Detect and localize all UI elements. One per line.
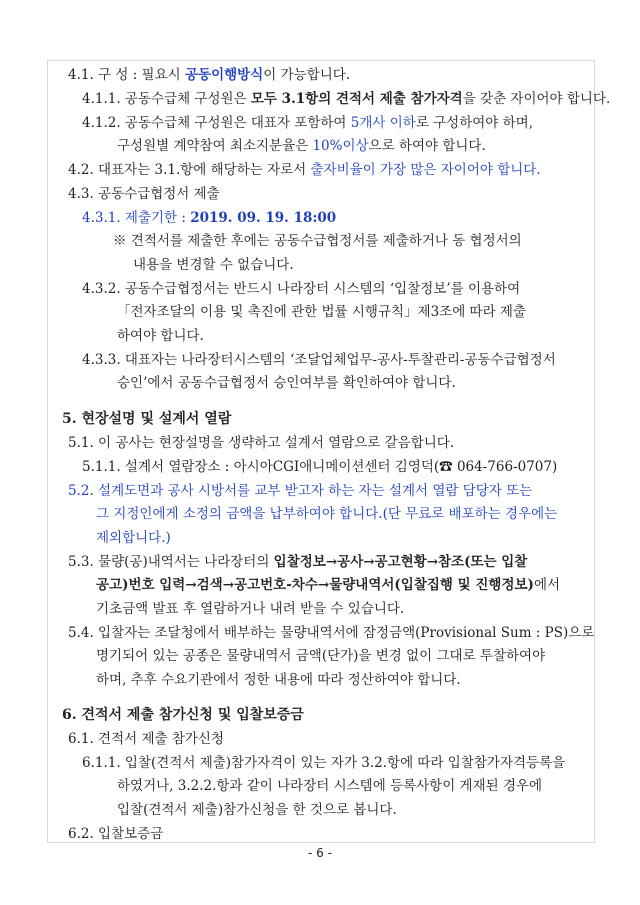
text-segment: 4.1.2. 공동수급체 구성원은 대표자 포함하여 bbox=[82, 115, 351, 131]
text-segment: 에서 bbox=[533, 577, 561, 593]
text-segment: 출자비율이 가장 많은 자이어야 합니다. bbox=[310, 162, 541, 178]
text-segment: 6.1. 견적서 제출 참가신청 bbox=[68, 731, 225, 747]
text-line bbox=[117, 801, 397, 819]
text-segment: 5. 현장설명 및 설계서 열람 bbox=[62, 411, 232, 427]
text-segment: 4.1. 구 성 : 필요시 bbox=[68, 67, 185, 83]
text-segment: 5.4. 입찰자는 조달청에서 배부하는 물량내역서에 잠정금액(Provisional Sum : PS)으로 bbox=[68, 625, 595, 641]
text-segment: 6.1.1. 입찰(견적서 제출)참가자격이 있는 자가 3.2.항에 따라 입찰참가자격등록을 bbox=[82, 755, 566, 771]
text-segment: 명기되어 있는 공종은 물량내역서 금액(단가)을 변경 없이 그대로 투찰하여야 bbox=[96, 648, 546, 664]
text-segment: 로 구성하여야 하며, bbox=[415, 115, 534, 131]
text-segment: 하였거나, 3.2.2.항과 같이 나라장터 시스템에 등록사항이 게재된 경우에 bbox=[117, 778, 543, 794]
text-segment: 2019. 09. 19. 18:00 bbox=[190, 210, 337, 226]
text-segment: 그 지정인에게 소정의 금액을 납부하여야 합니다.(단 무료로 배포하는 경우에는 bbox=[96, 506, 558, 522]
text-segment: 이 가능합니다. bbox=[263, 67, 351, 83]
text-line bbox=[96, 647, 545, 665]
text-line bbox=[82, 114, 533, 132]
text-segment: 6. 견적서 제출 참가신청 및 입찰보증금 bbox=[62, 707, 304, 723]
text-segment: 5.3. 물량(공)내역서는 나라장터의 bbox=[68, 554, 274, 570]
text-line bbox=[82, 351, 556, 369]
text-line bbox=[68, 434, 454, 452]
text-line bbox=[117, 303, 526, 321]
text-segment: 공동이행방식 bbox=[184, 67, 264, 83]
text-segment: 5.2. 설계도면과 공사 시방서를 교부 받고자 하는 자는 설계서 열람 담당자 또는 bbox=[68, 483, 533, 499]
text-segment: 구성원별 계약참여 최소지분율은 bbox=[117, 138, 313, 154]
text-segment: 으로 하여야 합니다. bbox=[368, 138, 486, 154]
text-segment: 모두 3.1항의 견적서 제출 참가자격 bbox=[250, 91, 463, 107]
text-segment: 4.3. 공동수급협정서 제출 bbox=[68, 186, 220, 202]
text-line bbox=[117, 137, 486, 155]
text-segment: 5.1.1. 설계서 열람장소 : 아시아CGI애니메이션센터 김영덕(☎ 064-766-0707) bbox=[82, 459, 558, 475]
text-segment: 「전자조달의 이용 및 촉진에 관한 법률 시행규칙」제3조에 따라 제출 bbox=[117, 304, 526, 320]
section-heading bbox=[62, 410, 231, 428]
text-segment: 5개사 이하 bbox=[350, 115, 416, 131]
text-segment: 하며, 추후 수요기관에서 정한 내용에 따라 정산하여야 합니다. bbox=[96, 672, 461, 688]
text-line bbox=[68, 482, 532, 500]
text-line bbox=[117, 777, 542, 795]
text-segment: ※ 견적서를 제출한 후에는 공동수급협정서를 제출하거나 동 협정서의 bbox=[113, 233, 522, 249]
text-line bbox=[68, 185, 220, 203]
text-line bbox=[113, 232, 522, 250]
text-segment: 10%이상 bbox=[312, 138, 369, 154]
text-segment: 4.2. 대표자는 3.1.항에 해당하는 자로서 bbox=[68, 162, 311, 178]
text-line bbox=[117, 374, 456, 392]
text-line bbox=[82, 209, 336, 227]
text-line bbox=[96, 529, 171, 547]
text-line bbox=[96, 671, 461, 689]
text-line bbox=[82, 458, 557, 476]
text-segment: 4.3.1. 제출기한 : bbox=[82, 210, 191, 226]
text-segment: 승인’에서 공동수급협정서 승인여부를 확인하여야 합니다. bbox=[117, 375, 456, 391]
text-segment: 내용을 변경할 수 없습니다. bbox=[133, 257, 294, 273]
text-line bbox=[96, 576, 560, 594]
text-segment: 제외합니다.) bbox=[96, 530, 171, 546]
text-line bbox=[68, 825, 163, 843]
text-segment: 하여야 합니다. bbox=[117, 328, 204, 344]
text-line bbox=[68, 624, 594, 642]
page-number: - 6 - bbox=[308, 846, 332, 860]
text-line bbox=[96, 600, 404, 618]
text-line bbox=[133, 256, 294, 274]
text-segment: 입찰정보→공사→공고현황→참조(또는 입찰 bbox=[273, 554, 528, 570]
text-segment: 4.3.3. 대표자는 나라장터시스템의 ‘조달업체업무-공사-투찰관리-공동수급협정서 bbox=[82, 352, 556, 368]
text-line bbox=[68, 66, 350, 84]
text-segment: 4.3.2. 공동수급협정서는 반드시 나라장터 시스템의 ‘입찰정보’를 이용하여 bbox=[82, 281, 521, 297]
text-line bbox=[82, 90, 610, 108]
text-line bbox=[117, 327, 204, 345]
text-segment: 공고)번호 입력→검색→공고번호-차수→물량내역서(입찰집행 및 진행정보) bbox=[96, 577, 534, 593]
text-line bbox=[82, 280, 520, 298]
text-line bbox=[96, 505, 557, 523]
text-segment: 기초금액 발표 후 열람하거나 내려 받을 수 있습니다. bbox=[96, 601, 405, 617]
text-segment: 6.2. 입찰보증금 bbox=[68, 826, 164, 842]
text-segment: 4.1.1. 공동수급체 구성원은 bbox=[82, 91, 251, 107]
text-line bbox=[68, 161, 541, 179]
text-segment: 을 갖춘 자이어야 합니다. bbox=[462, 91, 611, 107]
section-heading bbox=[62, 706, 304, 724]
text-segment: 5.1. 이 공사는 현장설명을 생략하고 설계서 열람으로 갈음합니다. bbox=[68, 435, 455, 451]
text-line bbox=[68, 553, 527, 571]
text-line bbox=[68, 730, 224, 748]
text-segment: 입찰(견적서 제출)참가신청을 한 것으로 봅니다. bbox=[117, 802, 397, 818]
text-line bbox=[82, 754, 565, 772]
